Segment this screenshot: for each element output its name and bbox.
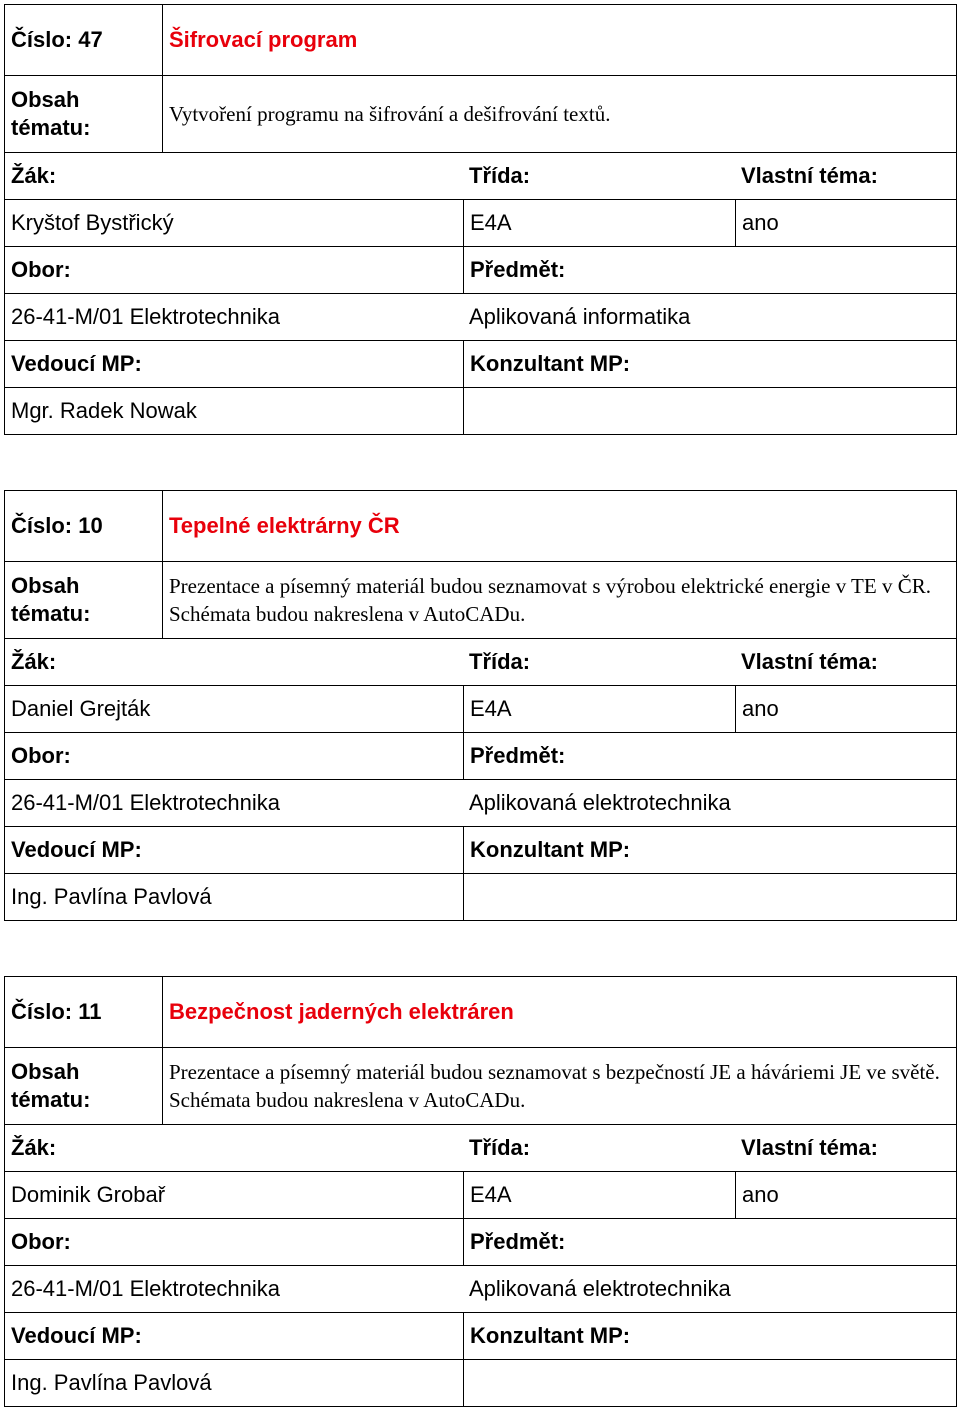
title-row	[4, 490, 957, 562]
student-label-row	[4, 1125, 957, 1172]
student-value-row	[4, 200, 957, 247]
subject-value: Aplikovaná informatika	[469, 304, 691, 329]
field-value: 26-41-M/01 Elektrotechnika	[11, 1276, 281, 1301]
title-row	[4, 4, 957, 76]
content-label: Obsah tématu:	[11, 1059, 91, 1112]
student-label-row	[4, 153, 957, 200]
supervisor-value: Mgr. Radek Nowak	[11, 398, 197, 423]
supervisor-label-row	[4, 341, 957, 388]
own-topic-value: ano	[735, 686, 956, 732]
own-topic-label: Vlastní téma:	[741, 163, 878, 188]
supervisor-value-row	[4, 874, 957, 921]
supervisor-label: Vedoucí MP:	[11, 1323, 142, 1348]
student-label: Žák:	[11, 649, 57, 674]
student-name: Dominik Grobař	[11, 1182, 166, 1207]
student-label-row	[4, 639, 957, 686]
topic-title: Bezpečnost jaderných elektráren	[162, 977, 956, 1047]
topic-number: Číslo: 10	[11, 513, 103, 538]
student-label: Žák:	[11, 163, 57, 188]
field-value-row	[4, 780, 957, 827]
content-row	[4, 76, 957, 153]
field-label-row	[4, 733, 957, 780]
field-value: 26-41-M/01 Elektrotechnika	[11, 304, 281, 329]
consultant-value	[463, 388, 956, 434]
content-label: Obsah tématu:	[11, 87, 91, 140]
supervisor-value-row	[4, 388, 957, 435]
supervisor-value: Ing. Pavlína Pavlová	[11, 884, 212, 909]
student-value-row	[4, 1172, 957, 1219]
content-row	[4, 562, 957, 639]
field-label: Obor:	[11, 257, 71, 282]
topic-title: Tepelné elektrárny ČR	[162, 491, 956, 561]
topic-number: Číslo: 47	[11, 27, 103, 52]
student-name: Daniel Grejták	[11, 696, 151, 721]
field-value: 26-41-M/01 Elektrotechnika	[11, 790, 281, 815]
topic-content: Prezentace a písemný materiál budou seznamovat s výrobou elektrické energie v TE v ČR. Schémata budou nakreslena v AutoCADu.	[162, 562, 956, 638]
own-topic-value: ano	[735, 200, 956, 246]
supervisor-label-row	[4, 827, 957, 874]
consultant-value	[463, 1360, 956, 1406]
subject-value: Aplikovaná elektrotechnika	[469, 1276, 731, 1301]
own-topic-label: Vlastní téma:	[741, 1135, 878, 1160]
class-label: Třída:	[469, 649, 531, 674]
consultant-label: Konzultant MP:	[463, 827, 956, 873]
topic-content: Prezentace a písemný materiál budou seznamovat s bezpečností JE a háváriemi JE ve světě. Schémata budou nakreslena v AutoCADu.	[162, 1048, 956, 1124]
subject-value: Aplikovaná elektrotechnika	[469, 790, 731, 815]
topic-content: Vytvoření programu na šifrování a dešifrování textů.	[162, 76, 956, 152]
content-row	[4, 1048, 957, 1125]
field-label: Obor:	[11, 743, 71, 768]
class-value: E4A	[463, 1172, 735, 1218]
class-value: E4A	[463, 200, 735, 246]
topic-number: Číslo: 11	[11, 999, 102, 1024]
own-topic-value: ano	[735, 1172, 956, 1218]
field-label-row	[4, 247, 957, 294]
class-label: Třída:	[469, 163, 531, 188]
supervisor-label-row	[4, 1313, 957, 1360]
supervisor-label: Vedoucí MP:	[11, 837, 142, 862]
supervisor-value: Ing. Pavlína Pavlová	[11, 1370, 212, 1395]
class-label: Třída:	[469, 1135, 531, 1160]
student-label: Žák:	[11, 1135, 57, 1160]
class-value: E4A	[463, 686, 735, 732]
topic-title: Šifrovací program	[162, 5, 956, 75]
consultant-value	[463, 874, 956, 920]
consultant-label: Konzultant MP:	[463, 1313, 956, 1359]
student-value-row	[4, 686, 957, 733]
title-row	[4, 976, 957, 1048]
field-label: Obor:	[11, 1229, 71, 1254]
topic-card-47	[4, 4, 957, 435]
subject-label: Předmět:	[463, 247, 956, 293]
field-value-row	[4, 1266, 957, 1313]
supervisor-label: Vedoucí MP:	[11, 351, 142, 376]
subject-label: Předmět:	[463, 1219, 956, 1265]
own-topic-label: Vlastní téma:	[741, 649, 878, 674]
content-label: Obsah tématu:	[11, 573, 91, 626]
field-value-row	[4, 294, 957, 341]
topic-card-11	[4, 976, 957, 1407]
supervisor-value-row	[4, 1360, 957, 1407]
student-name: Kryštof Bystřický	[11, 210, 174, 235]
subject-label: Předmět:	[463, 733, 956, 779]
topic-card-10	[4, 490, 957, 921]
consultant-label: Konzultant MP:	[463, 341, 956, 387]
field-label-row	[4, 1219, 957, 1266]
